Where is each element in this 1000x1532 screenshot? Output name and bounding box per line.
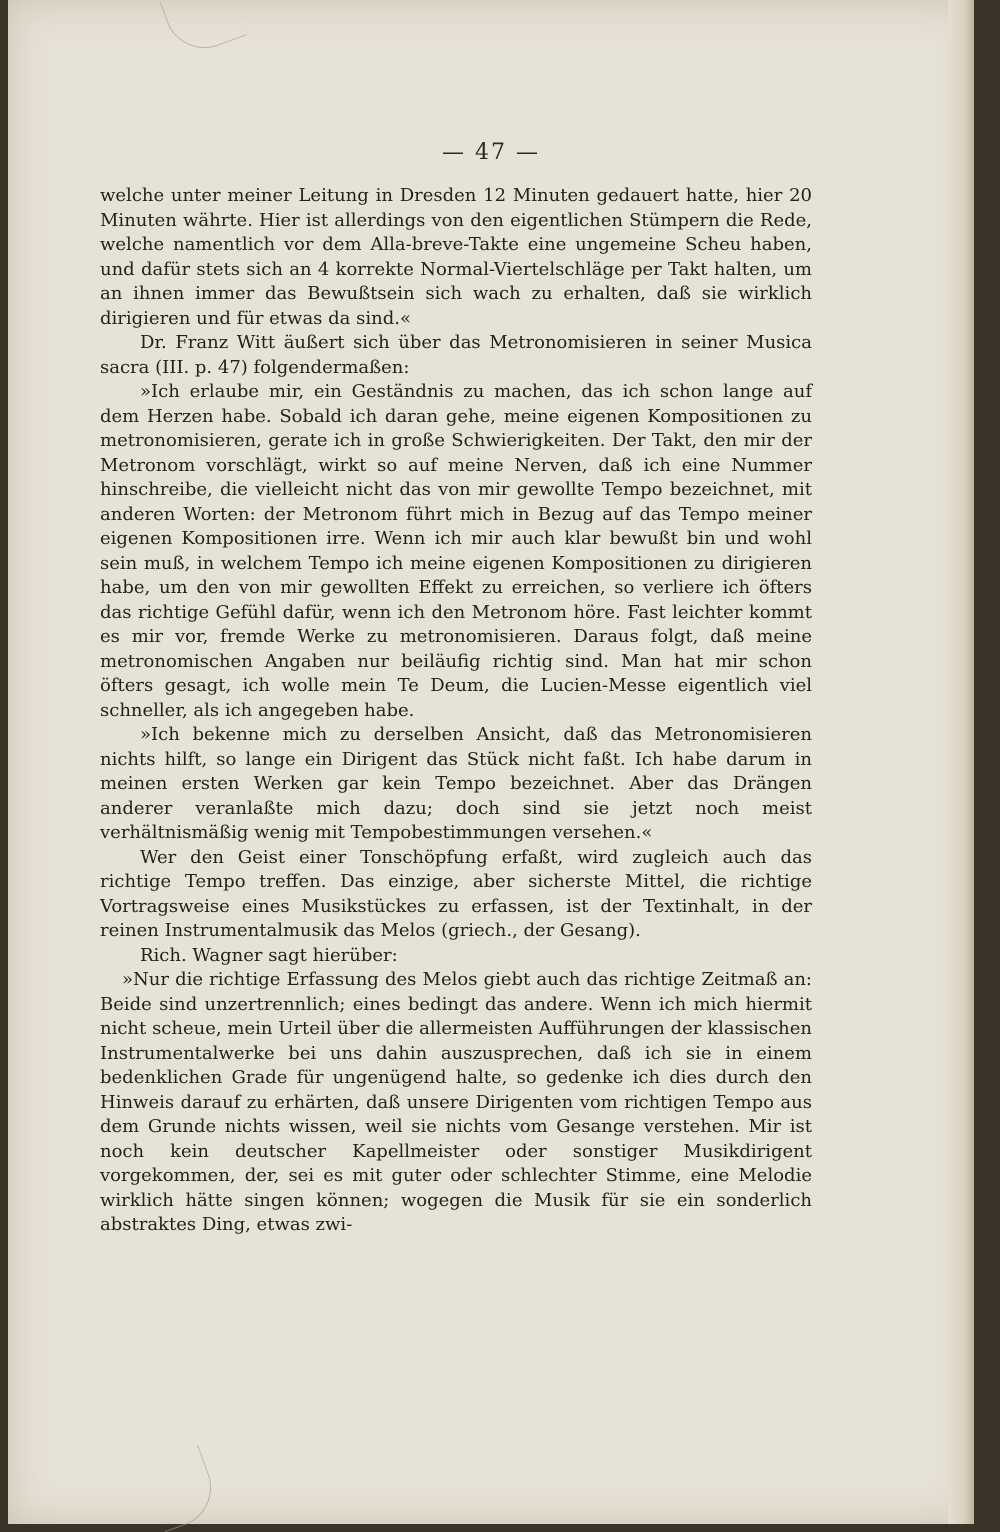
paragraph-witt-quote-2: »Ich bekenne mich zu derselben Ansicht, daß das Metronomisieren nichts hilft, so lange ein Dirigent das Stück nicht faßt. Ich habe darum in meinen ersten Werken gar kein Tempo bezeichnet. Aber das Drängen anderer veranlaßte mich dazu; doch sind sie jetzt noch meist verhältnismäßig wenig mit Tempobestimmungen versehen.« xyxy=(100,724,812,843)
paragraph-witt-intro: Dr. Franz Witt äußert sich über das Metronomisieren in seiner Musica sacra (III. p. 47) folgendermaßen: xyxy=(100,332,812,378)
paragraph-witt-quote-1: »Ich erlaube mir, ein Geständnis zu machen, das ich schon lange auf dem Herzen habe. Sobald ich daran gehe, meine eigenen Kompositionen zu metronomisieren, gerate ich in große Schwierigkeiten. Der Takt, den mir der Metronom vorschlägt, wirkt so auf meine Nerven, daß ich eine Nummer hinschreibe, die vielleicht nicht das von mir gewollte Tempo bezeichnet, mit anderen Worten: der Metronom führt mich in Bezug auf das Tempo meiner eigenen Kompositionen irre. Wenn ich mir auch klar bewußt bin und wohl sein muß, in welchem Tempo ich meine eigenen Kompositionen zu dirigieren habe, um den von mir gewollten Effekt zu erreichen, so verliere ich öfters das richtige Gefühl dafür, wenn ich den Metronom höre. Fast leichter kommt es mir vor, fremde Werke zu metronomisieren. Daraus folgt, daß meine metronomischen Angaben nur beiläufig richtig sind. Man hat mir schon öfters gesagt, ich wolle mein Te Deum, die Lucien-Messe eigentlich viel schneller, als ich angegeben habe. xyxy=(100,381,812,721)
body-text xyxy=(100,184,812,1238)
page-number: — 47 — xyxy=(442,140,540,165)
corner-mark-top xyxy=(160,0,248,59)
corner-mark-bottom xyxy=(141,1445,223,1532)
book-page xyxy=(8,0,974,1524)
paragraph-wagner-quote: »Nur die richtige Erfassung des Melos giebt auch das richtige Zeitmaß an: Beide sind unzertrennlich; eines bedingt das andere. Wenn ich mich hiermit nicht scheue, mein Urteil über die allermeisten Aufführungen der klassischen Instrumentalwerke bei uns dahin auszusprechen, daß ich sie in einem bedenklichen Grade für ungenügend halte, so gedenke ich dies durch den Hinweis darauf zu erhärten, daß unsere Dirigenten vom richtigen Tempo aus dem Grunde nichts wissen, weil sie nichts vom Gesange verstehen. Mir ist noch kein deutscher Kapellmeister oder sonstiger Musikdirigent vorgekommen, der, sei es mit guter oder schlechter Stimme, eine Melodie wirklich hätte singen können; wogegen die Musik für sie ein sonderlich abstraktes Ding, etwas zwi- xyxy=(100,969,812,1235)
paragraph-wagner-intro: Rich. Wagner sagt hierüber: xyxy=(140,944,398,966)
page-edge xyxy=(948,0,974,1524)
paragraph-tempo: Wer den Geist einer Tonschöpfung erfaßt, wird zugleich auch das richtige Tempo treffen. Das einzige, aber sicherste Mittel, die richtige Vortragsweise eines Musikstückes zu erfassen, ist der Textinhalt, in der reinen Instrumentalmusik das Melos (griech., der Gesang). xyxy=(100,846,812,941)
paragraph-continuation: welche unter meiner Leitung in Dresden 12 Minuten gedauert hatte, hier 20 Minuten währte. Hier ist allerdings von den eigentlichen Stümpern die Rede, welche namentlich vor dem Alla-breve-Takte eine ungemeine Scheu haben, und dafür stets sich an 4 korrekte Normal-Viertelschläge per Takt halten, um an ihnen immer das Bewußtsein sich wach zu erhalten, daß sie wirklich dirigieren und für etwas da sind.« xyxy=(100,185,812,329)
